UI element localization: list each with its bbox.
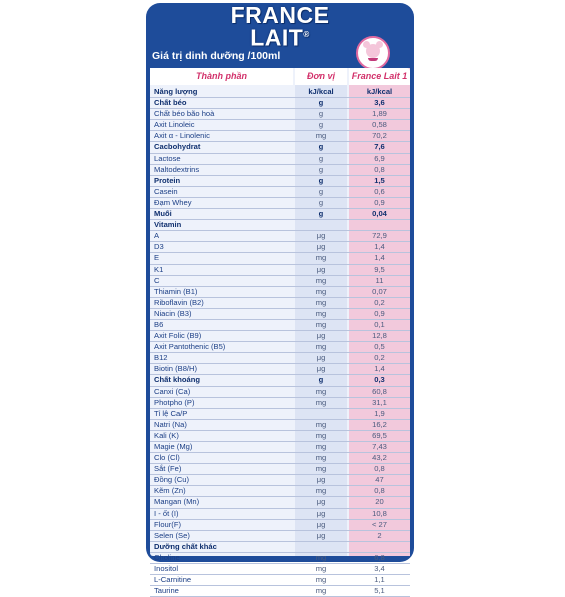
brand-line-1: FRANCE [230,2,330,28]
row-name: Chất béo bão hoà [154,109,215,119]
row-name: Dưỡng chất khác [154,541,217,551]
row-name: A [154,231,160,241]
row-unit: g [318,186,324,196]
row-value: 1,1 [374,575,385,585]
row-name: Selen (Se) [154,530,190,540]
row-unit: g [318,375,324,385]
row-value: 7,6 [374,142,385,152]
table-row [150,287,410,298]
row-name: Thiamin (B1) [154,286,198,296]
row-name: Niacin (B3) [154,308,192,318]
row-name: Axit α - Linolenic [154,131,210,141]
row-unit: mg [315,319,327,329]
table-row [150,331,410,342]
row-value: 3,4 [374,564,385,574]
row-name: Muối [154,209,172,219]
row-unit: mg [315,464,327,474]
table-row [150,586,410,597]
table-row [150,442,410,453]
row-name: Maltodextrins [154,164,200,174]
row-value: 69,5 [372,430,387,440]
table-row [150,453,410,464]
table-row [150,120,410,131]
row-name: Lactose [154,153,181,163]
column-header-unit: Đơn vị [295,68,347,85]
row-value: 43,2 [372,453,387,463]
table-row [150,409,410,420]
table-row [150,387,410,398]
row-unit: mg [315,308,327,318]
row-value: 0,3 [374,375,385,385]
table-row [150,265,410,276]
row-value: 6,9 [374,153,385,163]
row-value: 72,9 [372,231,387,241]
row-value: 7,43 [372,442,387,451]
row-value: 31,1 [372,397,387,407]
row-value: 16,2 [372,419,387,429]
row-name: Magie (Mg) [154,442,193,451]
table-row [150,109,410,120]
table-row [150,342,410,353]
row-name: Chất khoáng [154,375,200,385]
table-row [150,464,410,475]
row-name: E [154,253,160,263]
nutrition-heading: Giá trị dinh dưỡng /100ml [152,50,281,62]
row-name: Taurine [154,586,179,596]
row-name: Casein [154,186,178,196]
row-name: Vitamin [154,220,182,230]
table-row [150,242,410,253]
row-value: 1,4 [374,242,385,252]
row-unit: mg [315,297,327,307]
row-unit: mg [315,342,327,352]
row-value: 60,8 [372,386,387,396]
trademark-mark: ® [303,30,310,39]
row-value: 1,9 [374,408,385,418]
table-row [150,276,410,287]
row-value: 3,6 [374,98,385,108]
row-unit: mg [315,419,327,429]
row-name: Riboflavin (B2) [154,297,204,307]
row-name: Kẽm (Zn) [154,486,186,496]
row-value: 0,9 [374,308,385,318]
row-value: 0,04 [372,209,387,219]
row-name: Cacbohydrat [154,142,201,152]
row-unit: mg [315,131,327,141]
table-row [150,564,410,575]
row-name: Axit Linoleic [154,120,195,130]
row-name: Sắt (Fe) [154,464,182,474]
row-name: L-Carnitine [154,575,192,585]
row-value: 20 [375,497,384,507]
table-row [150,87,410,98]
row-name: Năng lượng [154,87,198,96]
table-row [150,531,410,542]
row-unit: mg [315,575,327,585]
row-name: D3 [154,242,164,252]
row-value: 0,8 [374,164,385,174]
row-unit: μg [316,497,326,507]
row-unit: mg [315,564,327,574]
row-unit: g [318,209,324,219]
row-unit: μg [316,353,326,363]
row-unit: g [318,153,324,163]
table-row [150,431,410,442]
row-unit: μg [316,242,326,252]
table-row [150,142,410,153]
table-row [150,398,410,409]
table-body [150,87,410,597]
row-unit: mg [315,386,327,396]
row-value: 12,8 [372,331,387,341]
row-name: Biotin (B8/H) [154,364,198,374]
row-name: I - ốt (I) [154,508,179,518]
table-row [150,154,410,165]
table-row [150,542,410,553]
row-name: Axit Pantothenic (B5) [154,342,226,352]
table-row [150,320,410,331]
row-name: B6 [154,319,164,329]
table-row [150,420,410,431]
row-unit: g [318,142,324,152]
row-name: Mangan (Mn) [154,497,200,507]
row-unit: mg [315,453,327,463]
row-value: 0,8 [374,486,385,496]
row-value: 11 [375,275,384,285]
table-row [150,187,410,198]
row-value: 1,4 [374,364,385,374]
row-unit: g [318,120,324,130]
table-row [150,520,410,531]
row-value: 0,2 [374,297,385,307]
table-row [150,475,410,486]
row-value: 1,5 [374,175,385,185]
row-value: 70,2 [372,131,387,141]
row-unit: g [318,197,324,207]
row-unit: μg [316,530,326,540]
row-value: < 27 [372,519,387,529]
row-name: Axit Folic (B9) [154,331,202,341]
row-name: Natri (Na) [154,419,187,429]
column-header-value: France Lait 1 [349,68,410,85]
mascot-icon [356,36,390,70]
table-row [150,220,410,231]
table-row [150,364,410,375]
row-unit: mg [315,397,327,407]
row-value: 6,8 [374,552,385,562]
table-row [150,309,410,320]
row-value: 0,1 [374,319,385,329]
row-unit: mg [315,586,327,596]
row-value: 0,07 [372,286,387,296]
row-value: 0,9 [374,197,385,207]
row-unit: μg [316,364,326,374]
table-row [150,131,410,142]
row-name: Photpho (P) [154,397,195,407]
table-row [150,553,410,564]
row-value: 2 [377,530,382,540]
table-row [150,486,410,497]
table-row [150,375,410,386]
row-unit: mg [315,486,327,496]
row-unit: mg [315,442,327,451]
row-unit: μg [316,231,326,241]
row-unit: μg [316,331,326,341]
row-value: 0,8 [374,464,385,474]
row-unit: mg [315,275,327,285]
row-name: C [154,275,160,285]
row-unit: μg [316,475,326,485]
nutrition-table [150,68,410,596]
row-unit: μg [316,519,326,529]
table-row [150,176,410,187]
row-name: Protein [154,175,181,185]
row-name: Chất béo [154,98,187,108]
row-name: Choline [154,552,180,562]
row-unit: g [318,109,324,119]
column-header-name: Thành phần [150,68,293,85]
table-row [150,298,410,309]
row-value: 0,5 [374,342,385,352]
row-unit: g [318,164,324,174]
row-name: B12 [154,353,168,363]
row-unit: mg [315,552,327,562]
nutrition-card [146,2,414,596]
table-row [150,575,410,586]
row-value: 1,4 [374,253,385,263]
row-name: Flour(F) [154,519,181,529]
table-row [150,198,410,209]
row-value: 1,89 [372,109,387,119]
table-row [150,98,410,109]
row-unit: g [318,175,324,185]
row-value: 9,5 [374,264,385,274]
row-unit: μg [316,508,326,518]
table-row [150,165,410,176]
row-name: Đạm Whey [154,197,192,207]
row-unit: g [318,98,324,108]
row-value: 10,8 [372,508,387,518]
row-name: Kali (K) [154,430,179,440]
row-unit: mg [315,430,327,440]
row-value: kJ/kcal [366,87,393,96]
row-name: K1 [154,264,164,274]
row-name: Tỉ lệ Ca/P [154,408,188,418]
row-name: Clo (Cl) [154,453,180,463]
row-name: Inositol [154,564,179,574]
row-unit: kJ/kcal [308,87,334,96]
table-row [150,509,410,520]
row-value: 0,6 [374,186,385,196]
row-unit: μg [316,264,326,274]
table-row [150,209,410,220]
row-value: 0,58 [372,120,387,130]
table-row [150,353,410,364]
row-value: 5,1 [374,586,385,596]
row-unit: mg [315,253,327,263]
row-value: 47 [375,475,384,485]
table-row [150,231,410,242]
table-row [150,253,410,264]
row-value: 0,2 [374,353,385,363]
table-row [150,497,410,508]
brand-line-2: LAIT [250,24,304,51]
row-name: Canxi (Ca) [154,386,191,396]
row-unit: mg [315,286,327,296]
row-name: Đồng (Cu) [154,475,190,485]
